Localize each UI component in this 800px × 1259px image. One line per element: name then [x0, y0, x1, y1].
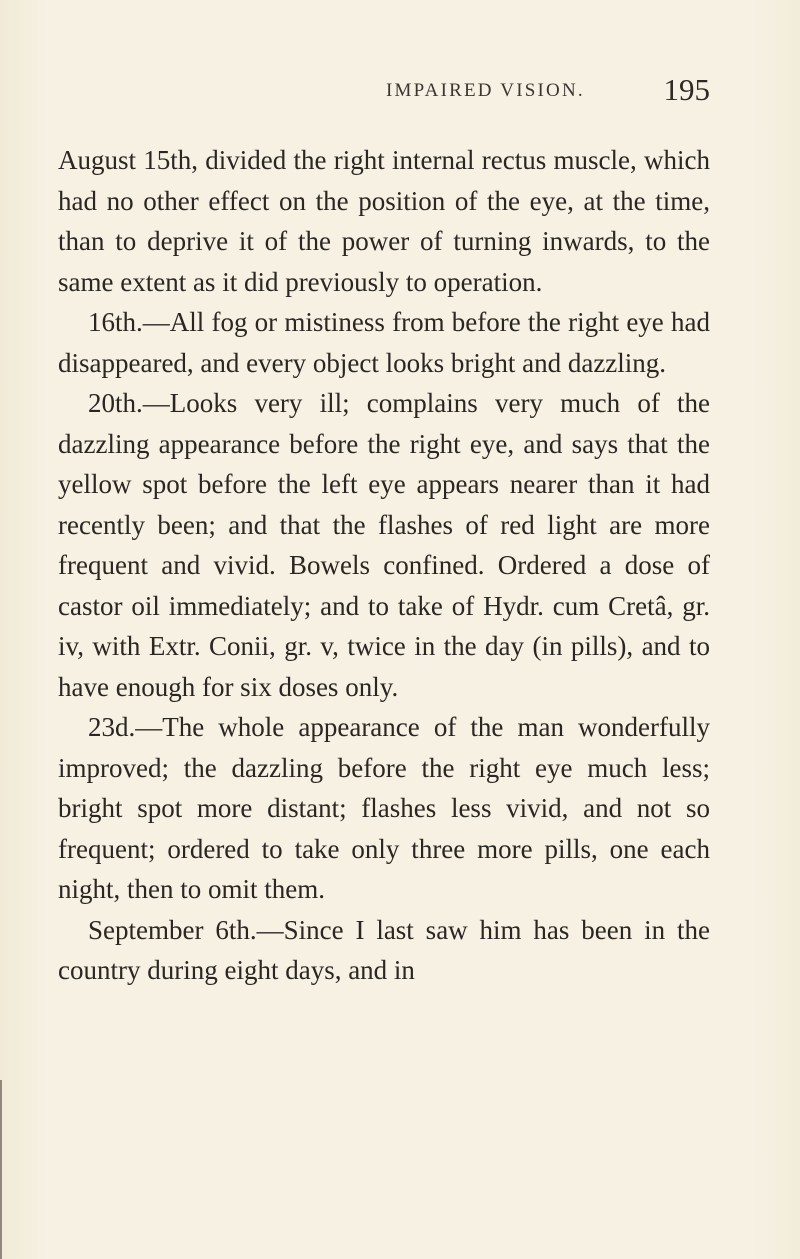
page-number: 195: [663, 72, 710, 107]
paragraph-august-15: August 15th, divided the right internal rectus muscle, which had no other effect on the position of the eye, at the time, than to deprive it of the power of turning inwards, to the same extent as it did previously to operation.: [58, 145, 710, 297]
body-text: [58, 140, 710, 991]
page-header: [58, 72, 710, 112]
paragraph-september-6th: September 6th.—Since I last saw him has been in the country during eight days, and in: [58, 914, 710, 985]
paragraph-20th: 20th.—Looks very ill; complains very much of the dazzling appearance before the right eye, and says that the yellow spot before the left eye appears nearer than it had recently been; and that the flashes of red light are more frequent and vivid. Bowels confined. Ordered a dose of castor oil immediately; and to take of Hydr. cum Cretâ, gr. iv, with Extr. Conii, gr. v, twice in the day (in pills), and to have enough for six doses only.: [58, 388, 710, 702]
running-head: IMPAIRED VISION.: [386, 80, 585, 101]
paragraph-23d: 23d.—The whole appearance of the man wonderfully improved; the dazzling before the right eye much less; bright spot more distant; flashes less vivid, and not so frequent; ordered to take only three more pills, one each night, then to omit them.: [58, 712, 710, 904]
page-edge-shadow: [0, 1080, 2, 1259]
paragraph-16th: 16th.—All fog or mistiness from before the right eye had disappeared, and every object looks bright and dazzling.: [58, 307, 710, 378]
